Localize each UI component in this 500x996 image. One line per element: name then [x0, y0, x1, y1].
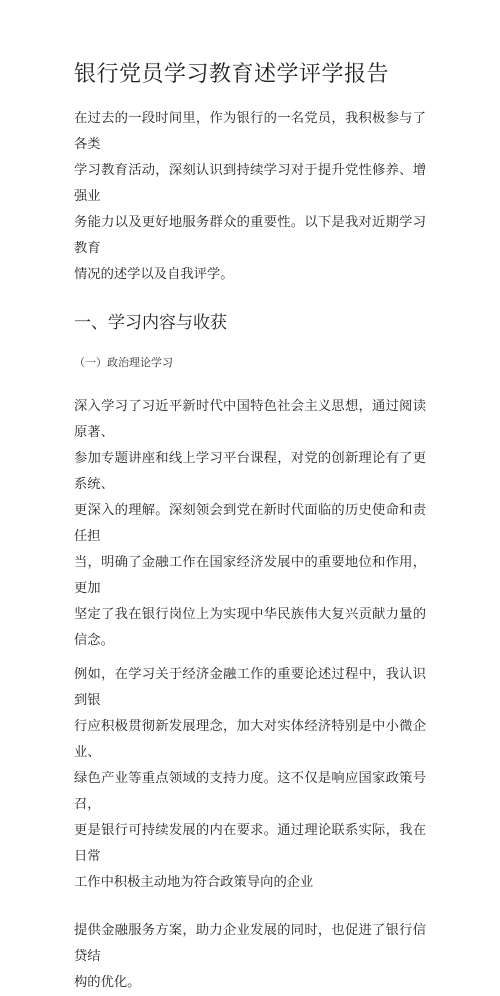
body-paragraph [74, 918, 426, 996]
paragraph-line: 提供金融服务方案，助力企业发展的同时，也促进了银行信贷结 [74, 923, 426, 964]
paragraph-line: 绿色产业等重点领域的支持力度。这不仅是响应国家政策号召， [74, 771, 426, 812]
intro-line: 在过去的一段时间里，作为银行的一名党员，我积极参与了各类 [74, 111, 426, 152]
paragraph-line: 坚定了我在银行岗位上为实现中华民族伟大复兴贡献力量的信念。 [74, 607, 426, 648]
paragraph-line: 行应积极贯彻新发展理念，加大对实体经济特别是中小微企业、 [74, 719, 426, 760]
paragraph-line: 参加专题讲座和线上学习平台课程，对党的创新理论有了更系统、 [74, 451, 426, 492]
section-heading: 一、学习内容与收获 [74, 313, 227, 333]
paragraph-line: 更深入的理解。深刻领会到党在新时代面临的历史使命和责任担 [74, 503, 426, 544]
intro-line: 学习教育活动，深刻认识到持续学习对于提升党性修养、增强业 [74, 163, 426, 204]
body-paragraph [74, 394, 426, 654]
paragraph-line: 构的优化。 [74, 975, 141, 990]
paragraph-line: 工作中积极主动地为符合政策导向的企业 [74, 875, 314, 890]
intro-line: 情况的述学以及自我评学。 [74, 267, 234, 282]
paragraph-line: 更是银行可持续发展的内在要求。通过理论联系实际，我在日常 [74, 823, 426, 864]
paragraph-line: 例如，在学习关于经济金融工作的重要论述过程中，我认识到银 [74, 667, 426, 708]
intro-line: 务能力以及更好地服务群众的重要性。以下是我对近期学习教育 [74, 215, 426, 256]
paragraph-line: 深入学习了习近平新时代中国特色社会主义思想，通过阅读原著、 [74, 399, 426, 440]
intro-paragraph [74, 106, 426, 288]
paragraph-line: 当，明确了金融工作在国家经济发展中的重要地位和作用，更加 [74, 555, 426, 596]
body-paragraph [74, 662, 426, 896]
subsection-heading: （一）政治理论学习 [74, 356, 173, 369]
document-title: 银行党员学习教育述学评学报告 [74, 62, 390, 87]
